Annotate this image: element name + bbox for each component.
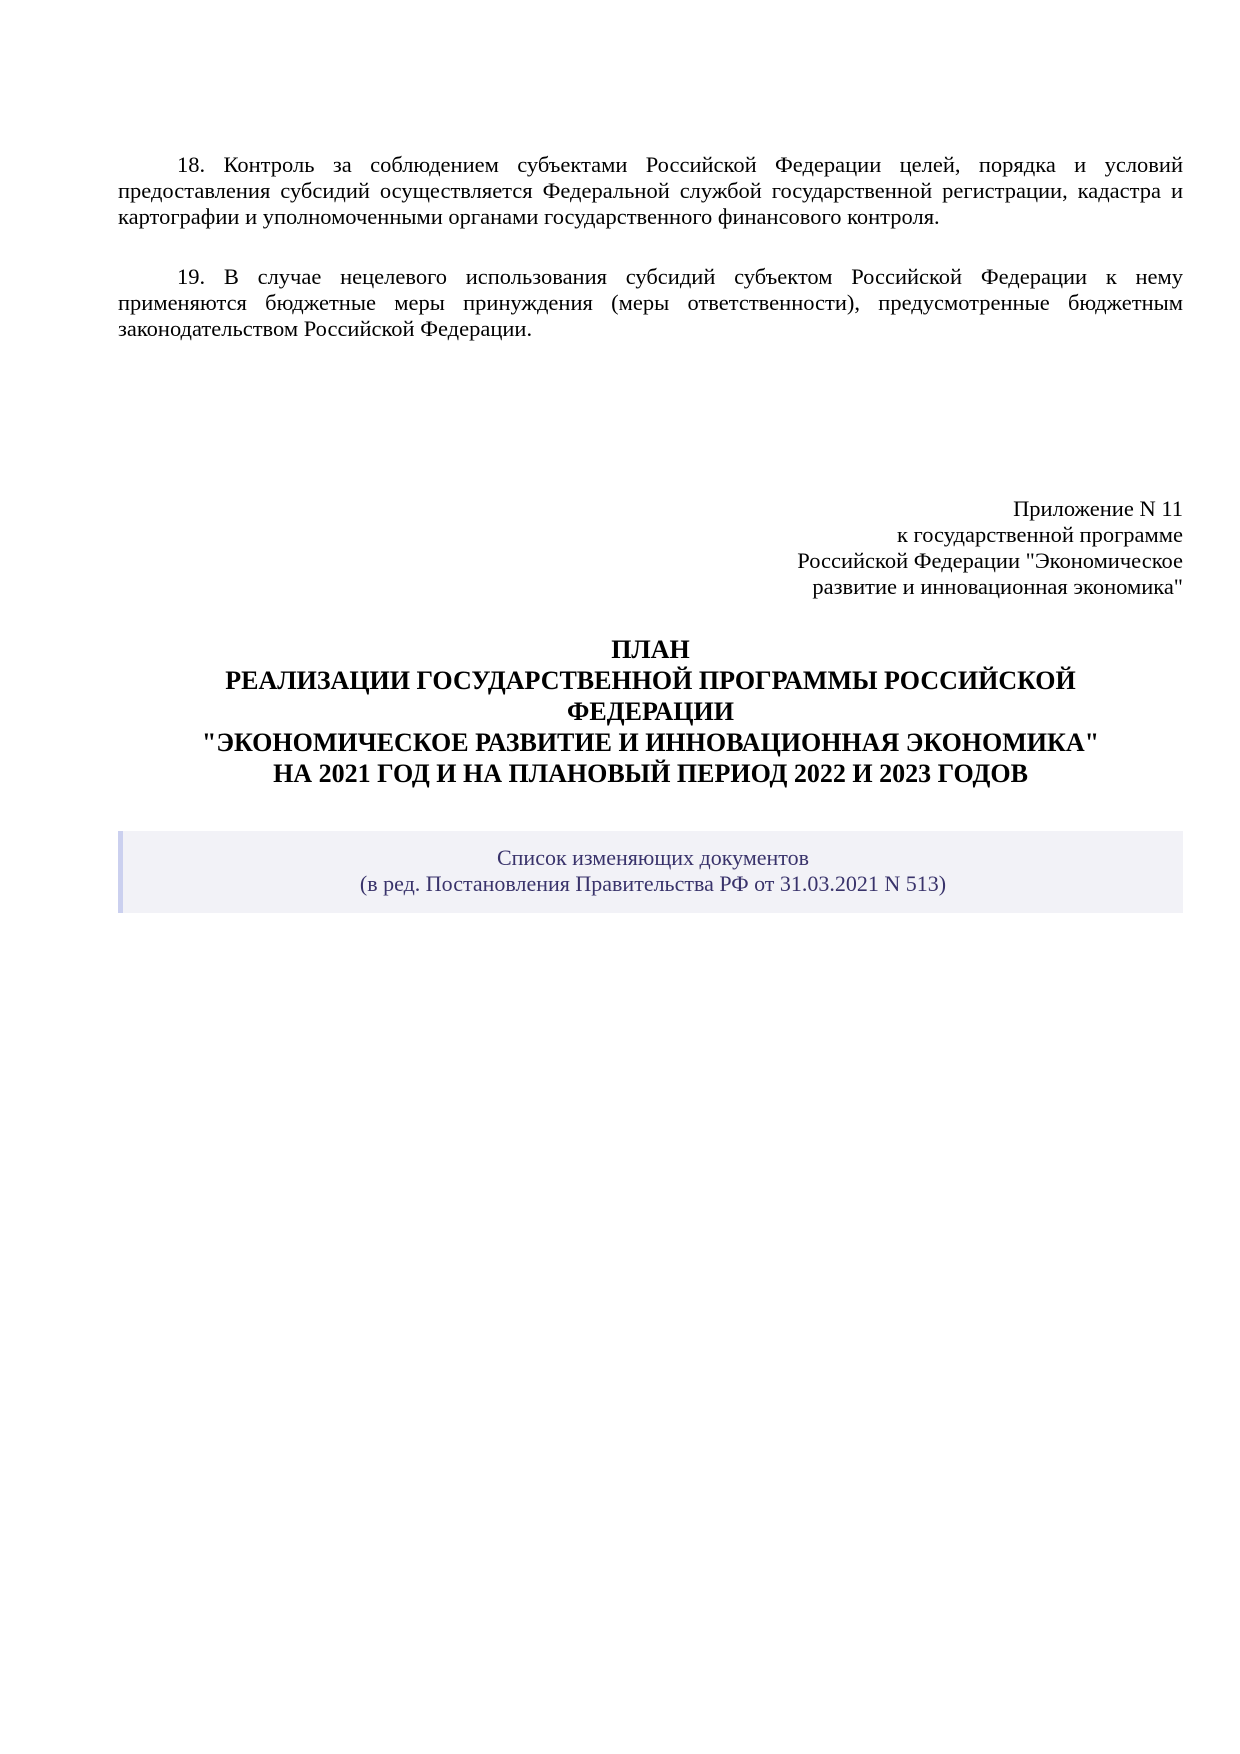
- title-line: ФЕДЕРАЦИИ: [567, 697, 734, 726]
- amending-document-link[interactable]: (в ред. Постановления Правительства РФ от 31.03.2021 N 513): [359, 871, 947, 896]
- appendix-line: развитие и инновационная экономика": [812, 574, 1183, 599]
- appendix-line: к государственной программе: [896, 522, 1183, 547]
- paragraph-18: 18. Контроль за соблюдением субъектами Российской Федерации целей, порядка и условий предоставления субсидий осуществляется Федеральной службой государственной регистрации, кадастра и картографии и уполномоченными органами государственного финансового контроля.: [118, 152, 1183, 229]
- title-line: НА 2021 ГОД И НА ПЛАНОВЫЙ ПЕРИОД 2022 И 2023 ГОДОВ: [273, 759, 1028, 788]
- amending-documents-heading: Список изменяющих документов: [496, 845, 809, 870]
- appendix-header: [797, 496, 1183, 600]
- title-line: "ЭКОНОМИЧЕСКОЕ РАЗВИТИЕ И ИННОВАЦИОННАЯ ЭКОНОМИКА": [201, 728, 1100, 757]
- paragraph-19: 19. В случае нецелевого использования субсидий субъектом Российской Федерации к нему применяются бюджетные меры принуждения (меры ответственности), предусмотренные бюджетным законодательством Российской Федерации.: [118, 264, 1183, 341]
- document-title: [118, 634, 1183, 789]
- title-line: РЕАЛИЗАЦИИ ГОСУДАРСТВЕННОЙ ПРОГРАММЫ РОССИЙСКОЙ: [225, 666, 1076, 695]
- appendix-number: Приложение N 11: [1013, 496, 1183, 521]
- title-line: ПЛАН: [611, 635, 690, 664]
- amending-documents-box: [118, 831, 1183, 913]
- appendix-line: Российской Федерации "Экономическое: [797, 548, 1183, 573]
